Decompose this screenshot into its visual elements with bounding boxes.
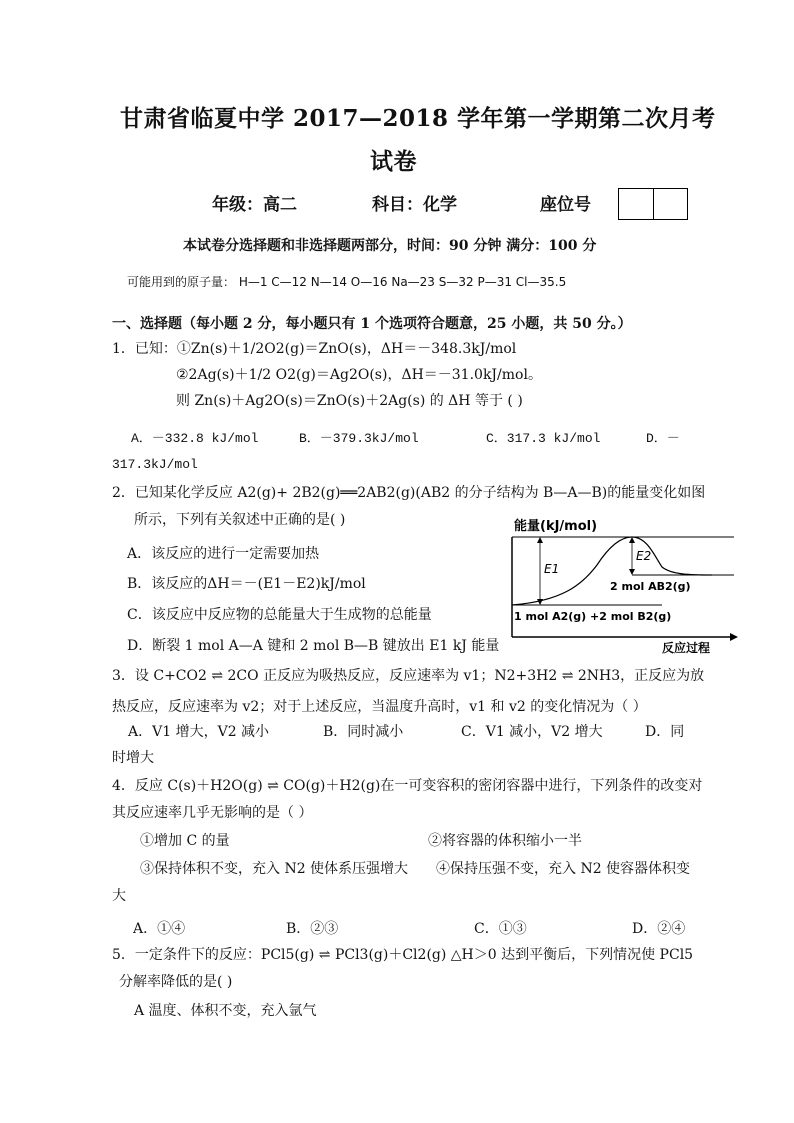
q1-eq2: ②2Ag(s)＋1/2 O2(g)＝Ag2O(s)，ΔH＝－31.0kJ/mol。: [176, 367, 542, 383]
q4-item-1: ①增加 C 的量: [140, 833, 230, 849]
exam-info: 本试卷分选择题和非选择题两部分，时间：90 分钟 满分：100 分: [183, 238, 597, 254]
atomic-masses: 可能用到的原子量： H—1 C—12 N—14 O—16 Na—23 S—32 P—31 Cl—35.5: [127, 275, 567, 289]
q2-option-b: B．该反应的ΔH＝－(E1－E2)kJ/mol: [127, 576, 366, 592]
q3-option-d-cont: 时增大: [112, 750, 154, 766]
title-line-2: 试卷: [370, 148, 417, 175]
e1-label: E1: [544, 562, 560, 576]
diagram-ylabel: 能量(kJ/mol): [514, 519, 598, 534]
q4-item-2: ②将容器的体积缩小一半: [428, 833, 582, 849]
grade-label: 年级：高二: [212, 195, 297, 215]
q5-stem-cont: 分解率降低的是( ): [119, 974, 233, 990]
q3-stem-cont: 热反应，反应速率为 v2；对于上述反应，当温度升高时，v1 和 v2 的变化情况为（ ）: [112, 699, 647, 715]
seat-label: 座位号: [540, 195, 591, 215]
q2-option-d: D．断裂 1 mol A—A 键和 2 mol B—B 键放出 E1 kJ 能量: [127, 638, 500, 654]
q1-option-c: C．317.3 kJ/mol: [486, 431, 601, 446]
q3-option-d: D．同: [645, 724, 685, 740]
q1-stem: 1．已知：①Zn(s)＋1/2O2(g)＝ZnO(s)，ΔH＝－348.3kJ/mol: [112, 341, 517, 357]
energy-curve: [512, 537, 712, 605]
q1-option-a: A．－332.8 kJ/mol: [131, 431, 259, 446]
q1-option-b: B．－379.3kJ/mol: [299, 431, 419, 446]
product-label: 2 mol AB2(g): [610, 580, 691, 593]
q4-item-4-cont: 大: [112, 888, 126, 904]
q4-option-a: A．①④: [133, 921, 186, 937]
q2-stem-cont: 所示，下列有关叙述中正确的是( ): [134, 512, 346, 528]
energy-diagram: [502, 515, 742, 655]
e2-label: E2: [636, 549, 652, 563]
q4-stem: 4．反应 C(s)＋H2O(g) ⇌ CO(g)＋H2(g)在一可变容积的密闭容器中进行，下列条件的改变对: [112, 778, 703, 794]
seat-number-cell-2[interactable]: [653, 189, 687, 219]
subject-label: 科目：化学: [372, 195, 457, 215]
q2-option-c: C．该反应中反应物的总能量大于生成物的总能量: [127, 607, 432, 623]
q1-eq3: 则 Zn(s)＋Ag2O(s)＝ZnO(s)＋2Ag(s) 的 ΔH 等于 ( ): [176, 393, 523, 409]
q4-item-3: ③保持体积不变，充入 N2 使体系压强增大: [140, 861, 409, 877]
q5-option-a: A 温度、体积不变，充入氩气: [134, 1003, 317, 1019]
reactant-label: 1 mol A2(g) +2 mol B2(g): [514, 610, 672, 623]
q1-option-d: D．－: [646, 431, 680, 446]
q4-item-4: ④保持压强不变，充入 N2 使容器体积变: [436, 861, 691, 877]
q2-stem: 2．已知某化学反应 A2(g)+ 2B2(g)══2AB2(g)(AB2 的分子结构为 B—A—B)的能量变化如图: [112, 485, 706, 501]
diagram-xlabel: 反应过程: [662, 641, 711, 655]
e1-arrowhead-up-icon: [537, 537, 543, 543]
q4-option-d: D．②④: [632, 921, 686, 937]
seat-number-cell-1[interactable]: [619, 189, 654, 219]
seat-number-box[interactable]: [618, 188, 688, 220]
q4-option-c: C．①③: [474, 921, 527, 937]
e1-arrowhead-down-icon: [537, 599, 543, 605]
q5-stem: 5．一定条件下的反应：PCl5(g) ⇌ PCl3(g)＋Cl2(g) △H＞0 达到平衡后，下列情况使 PCl5: [112, 947, 694, 963]
q4-option-b: B．②③: [286, 921, 339, 937]
q3-option-c: C．V1 减小，V2 增大: [461, 724, 603, 740]
e2-arrowhead-up-icon: [629, 537, 635, 543]
q3-option-b: B．同时减小: [323, 724, 404, 740]
q3-option-a: A．V1 增大，V2 减小: [128, 724, 270, 740]
section-heading: 一、选择题（每小题 2 分，每小题只有 1 个选项符合题意，25 小题，共 50 分。）: [112, 316, 632, 332]
x-axis-arrow-icon: [730, 633, 738, 641]
q3-stem: 3．设 C+CO2 ⇌ 2CO 正反应为吸热反应，反应速率为 v1；N2+3H2 ⇌ 2NH3，正反应为放: [112, 668, 705, 684]
q2-option-a: A．该反应的进行一定需要加热: [127, 546, 320, 562]
title-line-1: 甘肃省临夏中学 2017—2018 学年第一学期第二次月考: [120, 105, 716, 132]
q4-stem-cont: 其反应速率几乎无影响的是（ ）: [112, 805, 313, 821]
e2-arrowhead-down-icon: [629, 569, 635, 575]
q1-option-d-cont: 317.3kJ/mol: [112, 457, 198, 472]
